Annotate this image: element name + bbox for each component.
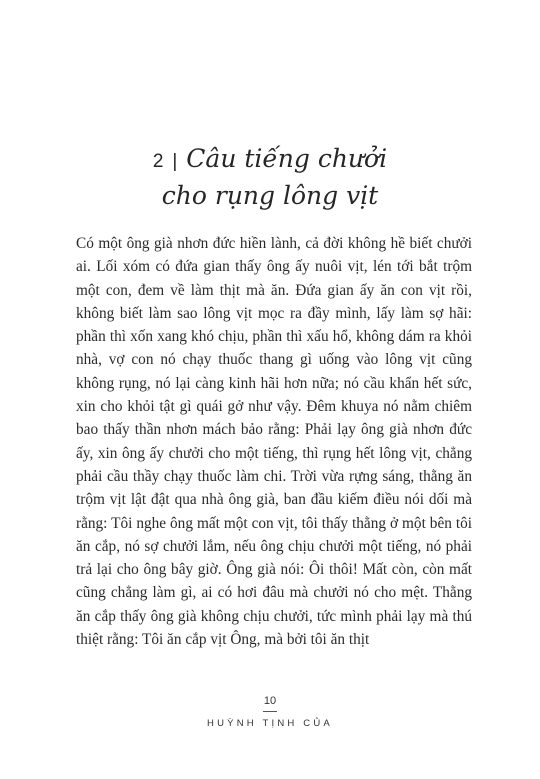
running-footer-author: HUỲNH TỊNH CỦA [207,718,333,729]
chapter-title-line-1 [0,142,540,179]
chapter-title-text-2: cho rụng lông vịt [161,181,379,210]
body-paragraph: Có một ông già nhơn đức hiền lành, cả đời không hề biết chưởi ai. Lối xóm có đứa gian thấy ông ấy nuôi vịt, lén tới bắt trộm một con, đem về làm thịt mà ăn. Đứa gian ấy ăn con vịt rồi, không biết làm sao lông vịt mọc ra đầy mình, lấy làm sợ hãi: phần thì xốn xang khó chịu, phần thì xấu hổ, không dám ra khỏi nhà, vợ con nó chạy thuốc thang gì uống vào lông vịt cũng không rụng, nó lại càng kinh hãi hơn nữa; nó cầu khẩn hết sức, xin cho khỏi tật gì quái gở như vậy. Đêm khuya nó nằm chiêm bao thấy thần nhơn mách bảo rằng: Phải lạy ông già nhơn đức ấy, xin ông ấy chưởi cho một tiếng, thì rụng hết lông vịt, chẳng phải cầu thầy chạy thuốc làm chi. Trời vừa rựng sáng, thằng ăn trộm vịt lật đật qua nhà ông già, ban đầu kiếm điều nói dối mà rằng: Tôi nghe ông mất một con vịt, tôi thấy thằng ở một bên tôi ăn cắp, nó sợ chưởi lắm, nếu ông chịu chưởi một tiếng, nó phải trả lại cho ông bây giờ. Ông già nói: Ôi thôi! Mất còn, còn mất cũng chẳng làm gì, ai có hơi đâu mà chưởi nó cho mệt. Thằng ăn cắp thấy ông già không chịu chưởi, tức mình phải lạy mà thú thiệt rằng: Tôi ăn cắp vịt Ông, mà bởi tôi ăn thịt [76,235,472,649]
chapter-separator: | [172,151,179,172]
chapter-number: 2 [152,151,165,172]
page-number: 10 [263,695,277,707]
footer-rule [263,711,277,712]
chapter-title [0,142,540,213]
chapter-title-text-1: Câu tiếng chưởi [186,144,388,173]
page-footer [0,694,540,729]
body-text [76,232,472,651]
